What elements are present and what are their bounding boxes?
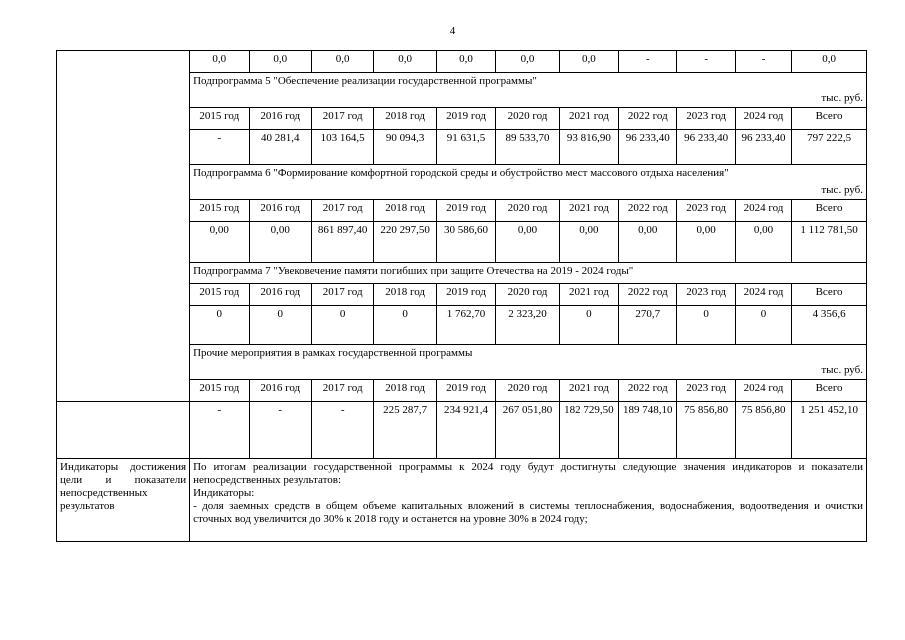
year-header-cell: 2015 год — [190, 284, 249, 306]
subprogram-heading — [190, 345, 867, 380]
year-header-cell: 2024 год — [735, 108, 791, 130]
left-empty-cell — [57, 51, 190, 402]
indicators-paragraph: По итогам реализации государственной программы к 2024 году будут достигнуты следующие значения индикаторов и показатели непосредственных результатов: — [193, 461, 863, 486]
year-header-cell: 2023 год — [677, 284, 735, 306]
year-header-cell: Всего — [792, 108, 867, 130]
year-header-cell: Всего — [792, 200, 867, 222]
unit-label: тыс. руб. — [821, 184, 863, 196]
year-header-cell: 2015 год — [190, 380, 249, 402]
year-header-cell: 2024 год — [735, 380, 791, 402]
table-row — [57, 51, 867, 73]
value-cell: 75 856,80 — [735, 402, 791, 459]
value-cell: 0 — [249, 306, 311, 345]
value-cell: 89 533,70 — [496, 130, 559, 165]
year-header-cell: 2022 год — [619, 108, 677, 130]
year-header-cell: 2021 год — [559, 284, 618, 306]
value-cell: 0 — [735, 306, 791, 345]
value-cell: 2 323,20 — [496, 306, 559, 345]
year-header-cell: 2019 год — [436, 108, 495, 130]
year-header-cell: 2020 год — [496, 284, 559, 306]
year-header-cell: 2018 год — [374, 380, 436, 402]
year-header-cell: 2017 год — [311, 380, 373, 402]
value-cell: 4 356,6 — [792, 306, 867, 345]
year-header-cell: 2022 год — [619, 380, 677, 402]
value-cell: 1 762,70 — [436, 306, 495, 345]
value-cell: 75 856,80 — [677, 402, 735, 459]
value-cell: - — [311, 402, 373, 459]
unit-label: тыс. руб. — [821, 92, 863, 104]
year-header-cell: 2023 год — [677, 380, 735, 402]
year-header-cell: 2021 год — [559, 380, 618, 402]
value-cell: 1 112 781,50 — [792, 222, 867, 263]
value-cell: 96 233,40 — [619, 130, 677, 165]
value-cell: 0 — [559, 306, 618, 345]
value-cell: 96 233,40 — [735, 130, 791, 165]
year-header-cell: Всего — [792, 380, 867, 402]
indicators-label — [57, 459, 190, 542]
subprogram-title: Подпрограмма 7 "Увековечение памяти погибших при защите Отечества на 2019 - 2024 годы" — [193, 265, 634, 277]
year-header-cell: 2023 год — [677, 200, 735, 222]
value-cell: 225 287,7 — [374, 402, 436, 459]
indicators-content — [190, 459, 867, 542]
value-cell: 1 251 452,10 — [792, 402, 867, 459]
value-cell: 0,0 — [374, 51, 436, 73]
value-cell: 0,0 — [311, 51, 373, 73]
value-cell: 30 586,60 — [436, 222, 495, 263]
indicators-paragraph: Индикаторы: — [193, 487, 255, 499]
value-cell: 267 051,80 — [496, 402, 559, 459]
value-cell: 270,7 — [619, 306, 677, 345]
subprogram-heading — [190, 165, 867, 200]
year-header-cell: 2024 год — [735, 284, 791, 306]
year-header-cell: 2019 год — [436, 200, 495, 222]
year-header-cell: 2020 год — [496, 108, 559, 130]
value-cell: - — [735, 51, 791, 73]
value-cell: 0,0 — [190, 51, 249, 73]
unit-label: тыс. руб. — [821, 364, 863, 376]
year-header-cell: 2021 год — [559, 108, 618, 130]
value-cell: - — [619, 51, 677, 73]
value-cell: 0,00 — [496, 222, 559, 263]
year-header-cell: 2023 год — [677, 108, 735, 130]
indicators-label-text: Индикаторы достижения цели и показатели непосредственных результатов — [60, 461, 187, 512]
value-cell: 0 — [190, 306, 249, 345]
year-header-cell: 2019 год — [436, 380, 495, 402]
year-header-cell: 2022 год — [619, 284, 677, 306]
value-cell: 0,00 — [619, 222, 677, 263]
year-header-cell: 2016 год — [249, 380, 311, 402]
value-cell: 182 729,50 — [559, 402, 618, 459]
subprogram-title: Подпрограмма 6 "Формирование комфортной городской среды и обустройство мест массового отдыха населения" — [193, 167, 729, 179]
year-header-cell: 2024 год — [735, 200, 791, 222]
subprogram-title: Подпрограмма 5 "Обеспечение реализации государственной программы" — [193, 75, 537, 87]
year-header-cell: 2018 год — [374, 108, 436, 130]
value-cell: 103 164,5 — [311, 130, 373, 165]
year-header-cell: 2018 год — [374, 200, 436, 222]
value-cell: 0,00 — [559, 222, 618, 263]
value-cell: 189 748,10 — [619, 402, 677, 459]
value-cell: 0,0 — [496, 51, 559, 73]
indicators-paragraph: - доля заемных средств в общем объеме капитальных вложений в системы теплоснабжения, водоснабжения, водоотведения и очистки сточных вод увеличится до 30% к 2018 году и останется на уровне 30% в 2024 году; — [193, 500, 863, 525]
value-cell: 0,0 — [436, 51, 495, 73]
value-cell: 90 094,3 — [374, 130, 436, 165]
subprogram-heading — [190, 263, 867, 284]
value-cell: 861 897,40 — [311, 222, 373, 263]
year-header-cell: 2016 год — [249, 108, 311, 130]
value-cell: - — [190, 130, 249, 165]
year-header-cell: 2015 год — [190, 108, 249, 130]
year-header-cell: 2022 год — [619, 200, 677, 222]
year-header-cell: 2019 год — [436, 284, 495, 306]
value-cell: 40 281,4 — [249, 130, 311, 165]
value-cell: 220 297,50 — [374, 222, 436, 263]
program-table — [56, 50, 867, 542]
value-cell: 96 233,40 — [677, 130, 735, 165]
page-number: 4 — [449, 25, 456, 37]
table-row — [57, 459, 867, 542]
year-header-cell: 2021 год — [559, 200, 618, 222]
value-cell: 0,00 — [190, 222, 249, 263]
subprogram-heading — [190, 73, 867, 108]
year-header-cell: 2015 год — [190, 200, 249, 222]
value-cell: 0 — [374, 306, 436, 345]
table-row — [57, 402, 867, 459]
value-cell: 0 — [677, 306, 735, 345]
value-cell: 0 — [311, 306, 373, 345]
year-header-cell: 2020 год — [496, 380, 559, 402]
left-empty-cell — [57, 402, 190, 459]
value-cell: 234 921,4 — [436, 402, 495, 459]
value-cell: - — [190, 402, 249, 459]
value-cell: 0,00 — [677, 222, 735, 263]
year-header-cell: 2016 год — [249, 284, 311, 306]
value-cell: 0,0 — [792, 51, 867, 73]
year-header-cell: 2018 год — [374, 284, 436, 306]
year-header-cell: 2017 год — [311, 284, 373, 306]
value-cell: 91 631,5 — [436, 130, 495, 165]
year-header-cell: 2017 год — [311, 108, 373, 130]
subprogram-title: Прочие мероприятия в рамках государственной программы — [193, 347, 473, 359]
year-header-cell: 2017 год — [311, 200, 373, 222]
value-cell: 0,0 — [249, 51, 311, 73]
value-cell: - — [677, 51, 735, 73]
value-cell: 0,00 — [735, 222, 791, 263]
value-cell: 0,00 — [249, 222, 311, 263]
value-cell: 93 816,90 — [559, 130, 618, 165]
year-header-cell: 2020 год — [496, 200, 559, 222]
year-header-cell: 2016 год — [249, 200, 311, 222]
value-cell: 797 222,5 — [792, 130, 867, 165]
value-cell: - — [249, 402, 311, 459]
value-cell: 0,0 — [559, 51, 618, 73]
year-header-cell: Всего — [792, 284, 867, 306]
